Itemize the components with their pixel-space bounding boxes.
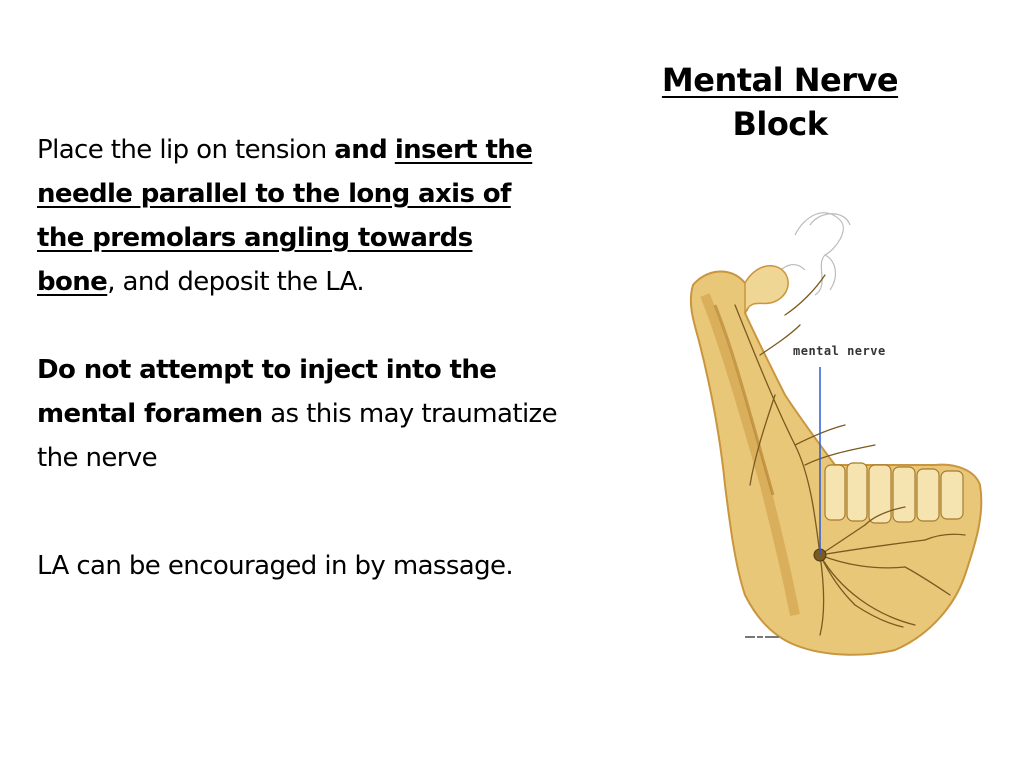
paragraph-warning: [37, 348, 557, 480]
text-run-bold-underline: insert the needle parallel to the long axis of the premolars angling towards bone: [37, 135, 533, 297]
condyle: [745, 266, 788, 313]
text-run: as this may traumatize the nerve: [37, 399, 558, 473]
paragraph-massage: LA can be encouraged in by massage.: [37, 551, 514, 581]
paragraph-instruction: [37, 128, 557, 304]
text-run: Place the lip on tension: [37, 135, 335, 165]
title-line-1: Mental Nerve: [661, 61, 899, 99]
slide-body: [37, 128, 557, 588]
text-run: , and deposit the LA.: [107, 267, 365, 297]
mandible-drawing: [675, 195, 995, 665]
illustration-signature: [745, 636, 779, 638]
mandible-illustration: [675, 195, 995, 665]
slide-title: [640, 58, 920, 146]
text-run-bold: Do not attempt to inject into the mental foramen: [37, 355, 497, 429]
text-run-bold: and: [334, 135, 388, 165]
title-line-2: Block: [732, 105, 828, 143]
text-run: [387, 135, 395, 165]
figure-label-mental-nerve: mental nerve: [793, 344, 886, 358]
mandible-bone: [691, 271, 981, 654]
